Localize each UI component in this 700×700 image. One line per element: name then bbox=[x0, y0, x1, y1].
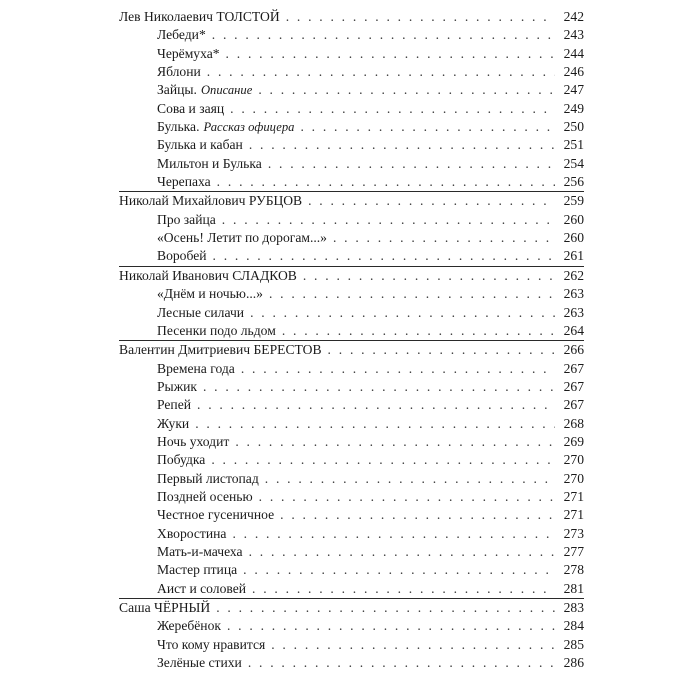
author-section-berestov bbox=[119, 341, 584, 599]
dot-leader bbox=[212, 26, 555, 44]
entry-title: Яблони bbox=[157, 64, 201, 80]
toc-entry[interactable] bbox=[119, 470, 584, 488]
toc-entry[interactable] bbox=[119, 561, 584, 579]
entry-title: «Осень! Летит по дорогам...» bbox=[157, 230, 327, 246]
page-number: 243 bbox=[563, 27, 584, 43]
page-number: 283 bbox=[563, 600, 584, 615]
toc-entry[interactable] bbox=[119, 636, 584, 654]
toc-entry[interactable] bbox=[119, 451, 584, 469]
toc-entry[interactable] bbox=[119, 322, 584, 340]
page-number: 262 bbox=[563, 267, 584, 283]
toc-entry[interactable] bbox=[119, 211, 584, 229]
author-entry[interactable] bbox=[119, 599, 584, 617]
dot-leader bbox=[203, 378, 555, 396]
page-number: 263 bbox=[563, 304, 584, 320]
dot-leader bbox=[268, 155, 555, 173]
page-number: 273 bbox=[563, 525, 584, 541]
entry-subtitle: Описание bbox=[200, 83, 253, 98]
page-number: 267 bbox=[563, 360, 584, 376]
page-number: 271 bbox=[563, 507, 584, 523]
toc-entry[interactable] bbox=[119, 100, 584, 118]
toc-entry[interactable] bbox=[119, 173, 584, 191]
entry-title: Сова и заяц bbox=[157, 100, 225, 116]
entry-title: Про зайца bbox=[157, 211, 216, 227]
toc-entry[interactable] bbox=[119, 433, 584, 451]
toc-entry[interactable] bbox=[119, 229, 584, 247]
toc-entry[interactable] bbox=[119, 654, 584, 672]
page-number: 270 bbox=[563, 452, 584, 468]
entry-title: Хворостина bbox=[157, 525, 227, 541]
entry-title: Черёмуха* bbox=[157, 45, 220, 61]
dot-leader bbox=[308, 192, 555, 210]
dot-leader bbox=[195, 415, 555, 433]
author-name: Лев Николаевич ТОЛСТОЙ bbox=[119, 9, 280, 24]
entry-title: Черепаха bbox=[157, 174, 211, 190]
page-number: 285 bbox=[563, 636, 584, 652]
table-of-contents bbox=[119, 8, 584, 672]
dot-leader bbox=[328, 341, 555, 359]
dot-leader bbox=[249, 136, 555, 154]
entry-title: Ночь уходит bbox=[157, 433, 230, 449]
page-number: 263 bbox=[563, 286, 584, 302]
toc-entry[interactable] bbox=[119, 488, 584, 506]
entry-title: Времена года bbox=[157, 360, 235, 376]
entry-title: Первый листопад bbox=[157, 470, 259, 486]
entry-title bbox=[157, 118, 294, 136]
author-section-rubtsov bbox=[119, 192, 584, 266]
entry-title: «Днём и ночью...» bbox=[157, 286, 263, 302]
author-name: Николай Иванович СЛАДКОВ bbox=[119, 267, 297, 283]
page-number: 244 bbox=[563, 45, 584, 61]
entry-title: Воробей bbox=[157, 248, 207, 264]
page-number: 242 bbox=[563, 9, 584, 24]
toc-entry[interactable] bbox=[119, 415, 584, 433]
dot-leader bbox=[227, 617, 555, 635]
dot-leader bbox=[258, 81, 555, 99]
toc-entry[interactable] bbox=[119, 155, 584, 173]
page-number: 250 bbox=[563, 119, 584, 135]
toc-entry[interactable] bbox=[119, 304, 584, 322]
toc-entry[interactable] bbox=[119, 63, 584, 81]
entry-title: Лесные силачи bbox=[157, 304, 245, 320]
toc-entry[interactable] bbox=[119, 45, 584, 63]
dot-leader bbox=[211, 451, 555, 469]
entry-title: Аист и соловей bbox=[157, 580, 247, 596]
entry-title: Жуки bbox=[157, 415, 190, 431]
entry-title: Мастер птица bbox=[157, 562, 238, 578]
entry-title: Мильтон и Булька bbox=[157, 155, 262, 171]
dot-leader bbox=[226, 45, 555, 63]
page-number: 270 bbox=[563, 470, 584, 486]
entry-title: Рыжик bbox=[157, 378, 197, 394]
dot-leader bbox=[333, 229, 555, 247]
page-number: 254 bbox=[563, 155, 584, 171]
toc-entry[interactable] bbox=[119, 378, 584, 396]
toc-entry[interactable] bbox=[119, 580, 584, 598]
dot-leader bbox=[207, 63, 555, 81]
entry-title: Репей bbox=[157, 397, 191, 413]
entry-title: Зелёные стихи bbox=[157, 655, 242, 671]
dot-leader bbox=[197, 396, 555, 414]
dot-leader bbox=[249, 543, 555, 561]
author-section-tolstoy bbox=[119, 8, 584, 192]
entry-title: Побудка bbox=[157, 452, 206, 468]
page-number: 247 bbox=[563, 82, 584, 98]
entry-title: Что кому нравится bbox=[157, 636, 266, 652]
entry-title: Жеребёнок bbox=[157, 618, 221, 634]
dot-leader bbox=[265, 470, 555, 488]
entry-title: Поздней осенью bbox=[157, 488, 253, 504]
page-number: 277 bbox=[563, 543, 584, 559]
author-entry[interactable] bbox=[119, 8, 584, 26]
entry-title: Честное гусеничное bbox=[157, 507, 275, 523]
dot-leader bbox=[235, 433, 555, 451]
toc-entry[interactable] bbox=[119, 26, 584, 44]
dot-leader bbox=[286, 8, 555, 26]
page-number: 284 bbox=[563, 618, 584, 634]
toc-entry[interactable] bbox=[119, 136, 584, 154]
toc-entry[interactable] bbox=[119, 396, 584, 414]
page-number: 266 bbox=[563, 342, 584, 358]
dot-leader bbox=[216, 599, 555, 617]
page-number: 267 bbox=[563, 397, 584, 413]
toc-entry[interactable] bbox=[119, 506, 584, 524]
page-number: 268 bbox=[563, 415, 584, 431]
dot-leader bbox=[282, 322, 555, 340]
dot-leader bbox=[269, 285, 555, 303]
toc-entry[interactable] bbox=[119, 617, 584, 635]
toc-entry[interactable] bbox=[119, 525, 584, 543]
entry-title: Мать-и-мачеха bbox=[157, 543, 243, 559]
dot-leader bbox=[217, 173, 555, 191]
dot-leader bbox=[232, 525, 555, 543]
entry-subtitle: Рассказ офицера bbox=[203, 120, 295, 135]
entry-title: Песенки подо льдом bbox=[157, 322, 276, 338]
toc-entry[interactable] bbox=[119, 247, 584, 265]
dot-leader bbox=[248, 654, 555, 672]
dot-leader bbox=[243, 561, 555, 579]
page-number: 278 bbox=[563, 562, 584, 578]
dot-leader bbox=[280, 506, 555, 524]
page-number: 249 bbox=[563, 100, 584, 116]
author-section-sladkov bbox=[119, 267, 584, 341]
page-number: 260 bbox=[563, 211, 584, 227]
page-number: 269 bbox=[563, 433, 584, 449]
page-number: 281 bbox=[563, 580, 584, 596]
entry-title: Булька и кабан bbox=[157, 137, 243, 153]
dot-leader bbox=[300, 118, 555, 136]
page-number: 286 bbox=[563, 655, 584, 671]
page-number: 246 bbox=[563, 64, 584, 80]
toc-entry[interactable] bbox=[119, 543, 584, 561]
toc-entry[interactable] bbox=[119, 118, 584, 136]
page-number: 261 bbox=[563, 248, 584, 264]
dot-leader bbox=[213, 247, 555, 265]
author-name: Саша ЧЁРНЫЙ bbox=[119, 600, 211, 615]
author-name: Валентин Дмитриевич БЕРЕСТОВ bbox=[119, 342, 322, 358]
author-entry[interactable] bbox=[119, 267, 584, 285]
entry-title bbox=[157, 81, 252, 99]
dot-leader bbox=[303, 267, 555, 285]
dot-leader bbox=[250, 304, 555, 322]
page-number: 256 bbox=[563, 174, 584, 190]
dot-leader bbox=[271, 636, 555, 654]
author-entry[interactable] bbox=[119, 192, 584, 210]
author-entry[interactable] bbox=[119, 341, 584, 359]
page-number: 251 bbox=[563, 137, 584, 153]
page-number: 260 bbox=[563, 230, 584, 246]
dot-leader bbox=[252, 580, 555, 598]
dot-leader bbox=[230, 100, 555, 118]
toc-entry[interactable] bbox=[119, 360, 584, 378]
page-number: 267 bbox=[563, 378, 584, 394]
page-number: 259 bbox=[563, 193, 584, 209]
page-number: 271 bbox=[563, 488, 584, 504]
entry-title-main: Булька. bbox=[157, 119, 200, 135]
entry-title-main: Зайцы. bbox=[157, 82, 197, 98]
entry-title: Лебеди* bbox=[157, 27, 206, 43]
dot-leader bbox=[241, 360, 555, 378]
toc-entry[interactable] bbox=[119, 81, 584, 99]
author-name: Николай Михайлович РУБЦОВ bbox=[119, 193, 303, 209]
dot-leader bbox=[259, 488, 555, 506]
dot-leader bbox=[222, 211, 555, 229]
page-number: 264 bbox=[563, 322, 584, 338]
author-section-cherny bbox=[119, 599, 584, 672]
toc-entry[interactable] bbox=[119, 285, 584, 303]
